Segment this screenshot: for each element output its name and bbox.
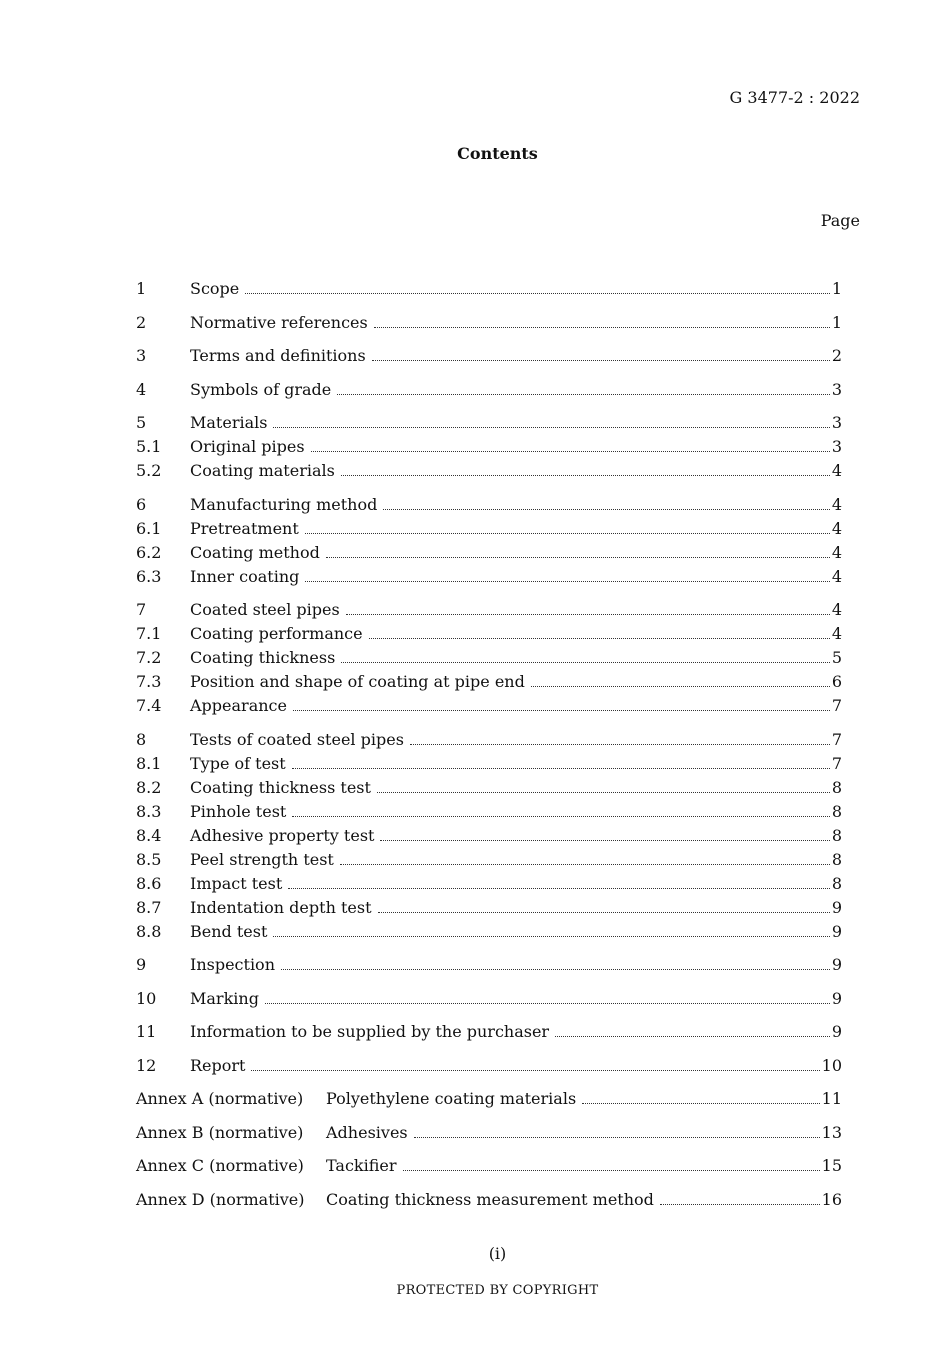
toc-entry-page: 5: [831, 648, 842, 667]
toc-entry-page: 6: [831, 672, 842, 691]
toc-entry-title: Scope: [190, 279, 240, 298]
toc-entry-title: Position and shape of coating at pipe end: [190, 672, 525, 691]
toc-entry-page: 9: [831, 1022, 842, 1041]
toc-entry-number: 8.8: [136, 921, 162, 941]
toc-entry-title: Coated steel pipes: [190, 600, 340, 619]
toc-entry[interactable]: [136, 411, 842, 435]
toc-entry-title: Bend test: [190, 921, 268, 941]
toc-entry-number: 10: [136, 988, 157, 1008]
toc-entry-page: 8: [831, 801, 842, 821]
annex-label: Annex A (normative): [136, 1089, 304, 1108]
toc-entry-page: 7: [831, 696, 842, 715]
dot-leader: [273, 427, 829, 428]
toc-entry[interactable]: [136, 378, 842, 402]
toc-entry-title: Type of test: [190, 753, 286, 773]
dot-leader: [293, 710, 830, 711]
toc-entry-title: Adhesive property test: [190, 825, 375, 845]
dot-leader: [265, 1003, 830, 1004]
dot-leader: [369, 638, 830, 639]
toc-entry-number: 8.5: [136, 849, 162, 869]
toc-entry-title: Peel strength test: [190, 849, 334, 869]
toc-entry[interactable]: [136, 728, 842, 752]
annex-title: Tackifier: [326, 1156, 397, 1175]
toc-entry-number: 7.1: [136, 624, 162, 643]
dot-leader: [251, 1070, 819, 1071]
toc-entry-page: 4: [831, 566, 842, 586]
toc-entry-page: 1: [831, 279, 842, 298]
toc-entry[interactable]: [136, 541, 842, 565]
dot-leader: [380, 840, 829, 841]
toc-entry-title: Original pipes: [190, 437, 305, 456]
toc-entry-page: 4: [831, 494, 842, 514]
annex-label: Annex B (normative): [136, 1122, 304, 1142]
toc-entry[interactable]: [136, 824, 842, 848]
toc-entry-page: 3: [831, 437, 842, 456]
toc-entry[interactable]: [136, 646, 842, 670]
toc-entry-page: 9: [831, 897, 842, 917]
toc-entry-page: 3: [831, 379, 842, 399]
dot-leader: [305, 581, 829, 582]
dot-leader: [582, 1103, 819, 1104]
page-number: (i): [488, 1244, 507, 1263]
dot-leader: [377, 792, 830, 793]
toc-entry-title: Pretreatment: [190, 518, 299, 538]
toc-entry-title: Information to be supplied by the purchaser: [190, 1022, 550, 1041]
toc-entry-page: 7: [831, 729, 842, 749]
copyright-notice: PROTECTED BY COPYRIGHT: [396, 1283, 599, 1298]
toc-entry[interactable]: [136, 670, 842, 694]
toc-entry[interactable]: [136, 344, 842, 368]
toc-entry-title: Tests of coated steel pipes: [190, 729, 404, 749]
dot-leader: [378, 912, 830, 913]
dot-leader: [341, 662, 830, 663]
toc-entry[interactable]: [136, 920, 842, 944]
toc-entry-number: 9: [136, 955, 147, 974]
toc-entry-page: 9: [831, 921, 842, 941]
dot-leader: [414, 1137, 820, 1138]
toc-entry-title: Indentation depth test: [190, 897, 372, 917]
toc-entry-number: 7.4: [136, 696, 162, 715]
toc-entry[interactable]: [136, 987, 842, 1011]
toc-entry-title: Coating materials: [190, 461, 335, 480]
toc-entry-number: 8.4: [136, 825, 162, 845]
dot-leader: [337, 394, 830, 395]
toc-entry-title: Coating performance: [190, 624, 363, 643]
toc-entry-number: 5.1: [136, 437, 162, 456]
toc-entry-title: Normative references: [190, 312, 368, 332]
toc-entry[interactable]: [136, 896, 842, 920]
toc-entry-title: Terms and definitions: [190, 346, 366, 365]
toc-entry-number: 8: [136, 729, 147, 749]
toc-entry-number: 5.2: [136, 461, 162, 480]
dot-leader: [288, 888, 830, 889]
toc-entry-number: 11: [136, 1022, 157, 1041]
toc-entry[interactable]: [136, 565, 842, 589]
dot-leader: [340, 864, 830, 865]
toc-entry[interactable]: [136, 435, 842, 459]
dot-leader: [410, 744, 830, 745]
toc-entry-number: 6.3: [136, 566, 162, 586]
dot-leader: [372, 360, 830, 361]
toc-entry-page: 9: [831, 988, 842, 1008]
standard-number: G 3477-2 : 2022: [729, 88, 860, 107]
toc-entry-number: 6.1: [136, 518, 162, 538]
annex-title: Coating thickness measurement method: [326, 1189, 654, 1209]
toc-entry-page: 4: [831, 542, 842, 562]
dot-leader: [311, 451, 830, 452]
toc-entry-title: Symbols of grade: [190, 379, 332, 399]
toc-entry-page: 1: [831, 312, 842, 332]
dot-leader: [292, 816, 829, 817]
toc-entry-number: 3: [136, 346, 147, 365]
annex-page: 16: [821, 1189, 842, 1209]
toc-entry[interactable]: [136, 1054, 842, 1078]
toc-entry-page: 8: [831, 777, 842, 797]
toc-entry-page: 8: [831, 873, 842, 893]
toc-annex-entry[interactable]: [136, 1154, 842, 1178]
toc-entry-title: Marking: [190, 988, 259, 1008]
toc-entry-page: 8: [831, 825, 842, 845]
annex-page: 15: [821, 1156, 842, 1175]
toc-entry-page: 8: [831, 849, 842, 869]
annex-page: 13: [821, 1122, 842, 1142]
toc-entry-page: 2: [831, 346, 842, 365]
table-of-contents: [136, 277, 842, 1212]
dot-leader: [326, 557, 830, 558]
toc-entry-title: Coating method: [190, 542, 320, 562]
toc-entry-number: 8.3: [136, 801, 162, 821]
dot-leader: [660, 1204, 820, 1205]
toc-entry-title: Inspection: [190, 955, 275, 974]
toc-entry[interactable]: [136, 872, 842, 896]
toc-entry-number: 8.7: [136, 897, 162, 917]
dot-leader: [305, 533, 830, 534]
toc-entry[interactable]: [136, 752, 842, 776]
toc-entry-page: 4: [831, 461, 842, 480]
toc-annex-entry[interactable]: [136, 1121, 842, 1145]
toc-entry-number: 5: [136, 413, 147, 432]
toc-entry[interactable]: [136, 517, 842, 541]
toc-entry-page: 4: [831, 600, 842, 619]
toc-annex-entry[interactable]: [136, 1087, 842, 1111]
dot-leader: [403, 1170, 820, 1171]
annex-label: Annex C (normative): [136, 1156, 304, 1175]
toc-entry-page: 3: [831, 413, 842, 432]
toc-entry[interactable]: [136, 800, 842, 824]
toc-entry-number: 8.6: [136, 873, 162, 893]
dot-leader: [292, 768, 830, 769]
annex-label: Annex D (normative): [136, 1189, 305, 1209]
toc-entry-number: 1: [136, 279, 147, 298]
toc-entry-title: Inner coating: [190, 566, 300, 586]
toc-entry[interactable]: [136, 598, 842, 622]
toc-entry-number: 6.2: [136, 542, 162, 562]
dot-leader: [555, 1036, 830, 1037]
toc-entry-title: Report: [190, 1055, 246, 1075]
toc-entry-page: 4: [831, 624, 842, 643]
toc-entry-page: 10: [821, 1055, 842, 1075]
dot-leader: [346, 614, 830, 615]
annex-title: Adhesives: [326, 1122, 408, 1142]
annex-page: 11: [821, 1089, 842, 1108]
toc-entry-title: Appearance: [190, 696, 287, 715]
toc-entry[interactable]: [136, 277, 842, 301]
toc-entry[interactable]: [136, 694, 842, 718]
toc-entry-number: 12: [136, 1055, 157, 1075]
toc-entry[interactable]: [136, 953, 842, 977]
toc-entry-number: 7: [136, 600, 147, 619]
toc-entry-page: 9: [831, 955, 842, 974]
contents-title: Contents: [457, 144, 538, 163]
dot-leader: [374, 327, 830, 328]
toc-entry-title: Impact test: [190, 873, 283, 893]
toc-entry-number: 7.3: [136, 672, 162, 691]
dot-leader: [273, 936, 829, 937]
annex-title: Polyethylene coating materials: [326, 1089, 577, 1108]
toc-entry-title: Coating thickness test: [190, 777, 371, 797]
toc-entry[interactable]: [136, 459, 842, 483]
toc-entry[interactable]: [136, 1020, 842, 1044]
page-column-label: Page: [820, 211, 860, 230]
toc-entry[interactable]: [136, 493, 842, 517]
toc-entry-number: 4: [136, 379, 147, 399]
toc-entry-page: 7: [831, 753, 842, 773]
toc-entry[interactable]: [136, 622, 842, 646]
toc-annex-entry[interactable]: [136, 1188, 842, 1212]
dot-leader: [281, 969, 830, 970]
toc-entry[interactable]: [136, 311, 842, 335]
toc-entry-title: Manufacturing method: [190, 494, 378, 514]
toc-entry[interactable]: [136, 776, 842, 800]
toc-entry[interactable]: [136, 848, 842, 872]
dot-leader: [531, 686, 830, 687]
toc-entry-number: 6: [136, 494, 147, 514]
toc-entry-page: 4: [831, 518, 842, 538]
toc-entry-number: 2: [136, 312, 147, 332]
dot-leader: [341, 475, 830, 476]
toc-entry-title: Pinhole test: [190, 801, 287, 821]
toc-entry-title: Materials: [190, 413, 268, 432]
dot-leader: [383, 509, 829, 510]
toc-entry-number: 7.2: [136, 648, 162, 667]
dot-leader: [245, 293, 830, 294]
toc-entry-number: 8.1: [136, 753, 162, 773]
toc-entry-title: Coating thickness: [190, 648, 336, 667]
toc-entry-number: 8.2: [136, 777, 162, 797]
